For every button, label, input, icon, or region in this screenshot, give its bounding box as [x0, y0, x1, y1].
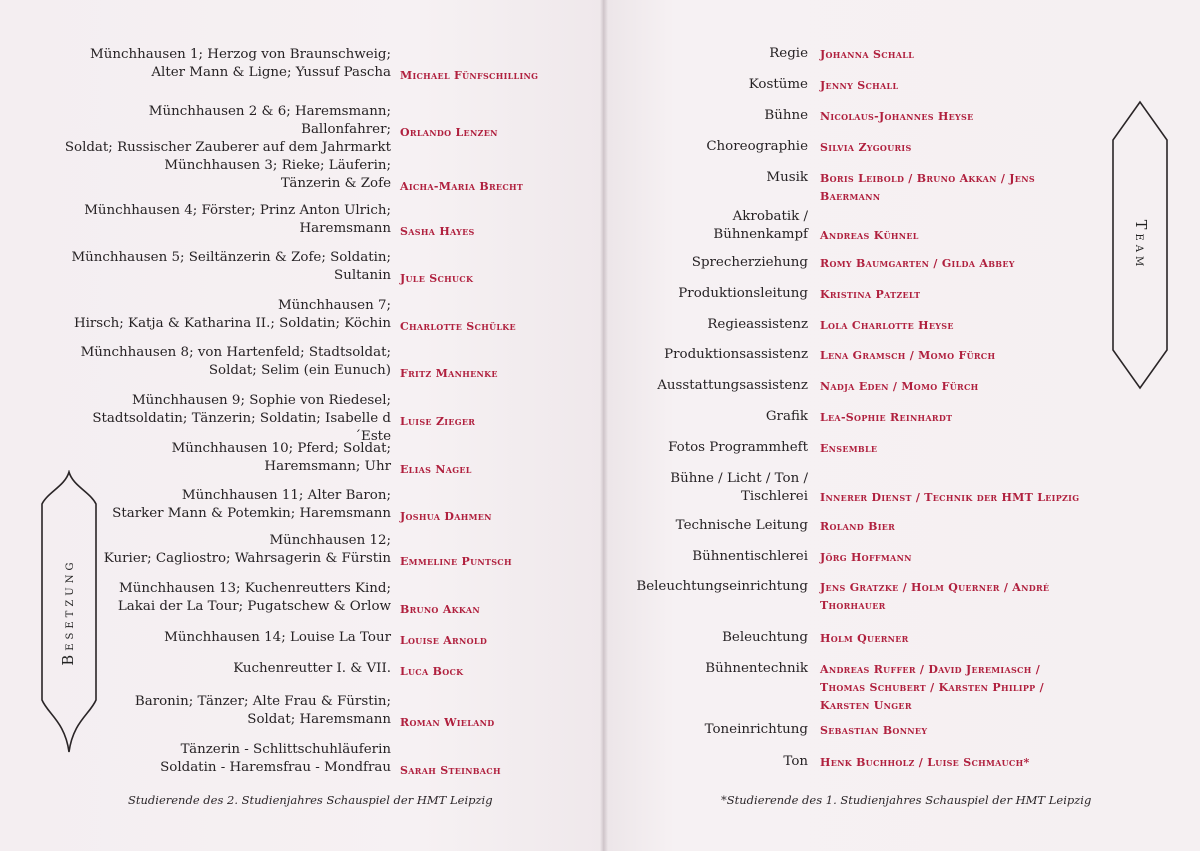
team-role-line: Fotos Programmheft — [668, 440, 808, 455]
team-name-line: Innerer Dienst / Technik der HMT Leipzig — [820, 491, 1080, 504]
cast-role-line: Kurier; Cagliostro; Wahrsagerin & Fürstin — [103, 551, 391, 566]
team-name-line: Sebastian Bonney — [820, 724, 928, 737]
cast-role-line: Münchhausen 7; — [277, 298, 391, 313]
cast-role-line: Stadtsoldatin; Tänzerin; Soldatin; Isabelle d´Este — [92, 411, 391, 444]
team-name-line: Boris Leibold / Bruno Akkan / Jens — [820, 172, 1035, 185]
team-role — [598, 208, 808, 244]
team-role-line: Kostüme — [748, 77, 808, 92]
team-role — [598, 285, 808, 303]
team-role-line: Bühnenkampf — [713, 227, 808, 242]
cast-role — [61, 103, 391, 157]
cast-role-line: Starker Mann & Potemkin; Haremsmann — [112, 506, 391, 521]
cast-name: Jule Schuck — [400, 272, 474, 285]
team-role — [598, 548, 808, 566]
team-role-line: Musik — [766, 170, 808, 185]
cast-role — [61, 157, 391, 193]
cast-role-line: Soldat; Haremsmann — [247, 712, 391, 727]
cast-role — [61, 440, 391, 476]
team-footnote: *Studierende des 1. Studienjahres Schauspiel der HMT Leipzig — [721, 793, 1092, 807]
team-name — [820, 170, 1080, 206]
team-role-line: Bühnentechnik — [705, 661, 808, 676]
cast-role-line: Münchhausen 2 & 6; Haremsmann; Ballonfahrer; — [148, 104, 391, 137]
team-name-line: Silvia Zygouris — [820, 141, 912, 154]
team-role — [598, 254, 808, 272]
team-name-line: Lola Charlotte Heyse — [820, 319, 954, 332]
team-role-line: Produktionsassistenz — [664, 347, 808, 362]
cast-role-line: Münchhausen 9; Sophie von Riedesel; — [131, 393, 391, 408]
cast-role-line: Münchhausen 11; Alter Baron; — [181, 488, 391, 503]
cast-role-line: Münchhausen 8; von Hartenfeld; Stadtsoldat; — [80, 345, 391, 360]
besetzung-footnote: Studierende des 2. Studienjahres Schauspiel der HMT Leipzig — [128, 793, 493, 807]
team-name — [820, 754, 1080, 772]
cast-role — [61, 344, 391, 380]
team-name-line: Lea-Sophie Reinhardt — [820, 411, 953, 424]
team-name — [820, 227, 1080, 245]
cast-role-line: Lakai der La Tour; Pugatschew & Orlow — [117, 599, 391, 614]
team-name-line: Holm Querner — [820, 632, 909, 645]
cast-role-line: Kuchenreutter I. & VII. — [233, 661, 391, 676]
team-role — [598, 107, 808, 125]
team-role — [598, 470, 808, 506]
besetzung-heading: Besetzung — [61, 558, 77, 666]
team-role — [598, 578, 808, 596]
team-name — [820, 630, 1080, 648]
team-name-line: Roland Bier — [820, 520, 896, 533]
team-name-line: Andreas Ruffer / David Jeremiasch / — [820, 663, 1041, 676]
cast-role-line: Soldatin - Haremsfrau - Mondfrau — [160, 760, 391, 775]
team-role-line: Regieassistenz — [707, 317, 808, 332]
team-role-line: Beleuchtung — [722, 630, 808, 645]
cast-role-line: Tänzerin & Zofe — [280, 176, 391, 191]
team-name — [820, 46, 1080, 64]
cast-name: Michael Fünfschilling — [400, 69, 539, 82]
cast-name: Fritz Manhenke — [400, 367, 498, 380]
cast-role-line: Soldat; Russischer Zauberer auf dem Jahrmarkt — [64, 140, 391, 155]
cast-name: Luca Bock — [400, 665, 464, 678]
cast-role — [61, 580, 391, 616]
team-role — [598, 346, 808, 364]
cast-name: Sarah Steinbach — [400, 764, 501, 777]
team-name — [820, 579, 1080, 615]
team-name — [820, 549, 1080, 567]
page-team — [603, 0, 1200, 851]
team-role-line: Bühne — [764, 108, 808, 123]
cast-role — [61, 629, 391, 647]
cast-role — [61, 297, 391, 333]
team-name — [820, 489, 1080, 507]
team-role — [598, 721, 808, 739]
cast-role-line: Hirsch; Katja & Katharina II.; Soldatin; Köchin — [73, 316, 391, 331]
cast-role-line: Soldat; Selim (ein Eunuch) — [208, 363, 391, 378]
team-role — [598, 377, 808, 395]
team-name — [820, 108, 1080, 126]
team-role — [598, 76, 808, 94]
cast-role-line: Münchhausen 14; Louise La Tour — [164, 630, 391, 645]
team-name-line: Ensemble — [820, 442, 878, 455]
team-role-line: Technische Leitung — [675, 518, 808, 533]
team-name-line: Jenny Schall — [820, 79, 899, 92]
cast-role-line: Münchhausen 4; Förster; Prinz Anton Ulrich; — [84, 203, 391, 218]
cast-role-line: Münchhausen 13; Kuchenreutters Kind; — [119, 581, 391, 596]
team-role-line: Toneinrichtung — [704, 722, 808, 737]
team-role — [598, 45, 808, 63]
team-name-line: Nicolaus-Johannes Heyse — [820, 110, 974, 123]
cast-role-line: Münchhausen 12; — [269, 533, 391, 548]
cast-name: Luise Zieger — [400, 415, 476, 428]
team-name — [820, 347, 1080, 365]
team-name-line: Andreas Kühnel — [820, 229, 919, 242]
cast-name: Charlotte Schülke — [400, 320, 516, 333]
cast-name: Emmeline Puntsch — [400, 555, 512, 568]
team-role-line: Regie — [769, 46, 808, 61]
cast-role-line: Haremsmann; Uhr — [264, 459, 391, 474]
team-role — [598, 138, 808, 156]
team-role — [598, 660, 808, 678]
team-name-line: Kristina Patzelt — [820, 288, 921, 301]
cast-role — [61, 741, 391, 777]
cast-name: Roman Wieland — [400, 716, 495, 729]
cast-role-line: Sultanin — [334, 268, 391, 283]
team-name-line: Thorhauer — [820, 599, 886, 612]
cast-role — [61, 46, 391, 82]
cast-role — [61, 532, 391, 568]
cast-role-line: Haremsmann — [299, 221, 391, 236]
team-name-line: Johanna Schall — [820, 48, 915, 61]
team-name-line: Jörg Hoffmann — [820, 551, 912, 564]
cast-role — [61, 660, 391, 678]
team-role-line: Bühne / Licht / Ton / — [670, 471, 808, 486]
cast-role-line: Münchhausen 10; Pferd; Soldat; — [171, 441, 391, 456]
team-name-line: Nadja Eden / Momo Fürch — [820, 380, 979, 393]
team-role — [598, 517, 808, 535]
team-name — [820, 317, 1080, 335]
team-name — [820, 77, 1080, 95]
cast-role — [61, 392, 391, 446]
cast-role-line: Alter Mann & Ligne; Yussuf Pascha — [151, 65, 391, 80]
page-fold — [600, 0, 608, 851]
cast-role-line: Münchhausen 3; Rieke; Läuferin; — [164, 158, 391, 173]
team-name — [820, 409, 1080, 427]
cast-name: Orlando Lenzen — [400, 126, 498, 139]
team-role — [598, 169, 808, 187]
team-role-line: Sprecherziehung — [691, 255, 808, 270]
team-name-line: Baermann — [820, 190, 881, 203]
team-name-line: Thomas Schubert / Karsten Philipp / — [820, 681, 1044, 694]
team-name-line: Lena Gramsch / Momo Fürch — [820, 349, 996, 362]
cast-name: Joshua Dahmen — [400, 510, 492, 523]
team-name — [820, 518, 1080, 536]
team-role-line: Grafik — [765, 409, 808, 424]
cast-role-line: Baronin; Tänzer; Alte Frau & Fürstin; — [134, 694, 391, 709]
team-name — [820, 661, 1080, 715]
team-role-line: Produktionsleitung — [678, 286, 808, 301]
team-name — [820, 286, 1080, 304]
cast-role-line: Münchhausen 5; Seiltänzerin & Zofe; Soldatin; — [71, 250, 391, 265]
team-role-line: Bühnentischlerei — [692, 549, 808, 564]
cast-name: Louise Arnold — [400, 634, 488, 647]
cast-role — [61, 693, 391, 729]
cast-role — [61, 249, 391, 285]
team-name — [820, 255, 1080, 273]
team-name — [820, 139, 1080, 157]
cast-role-line: Tänzerin - Schlittschuhläuferin — [180, 742, 391, 757]
team-role — [598, 439, 808, 457]
cast-name: Sasha Hayes — [400, 225, 475, 238]
team-heading: Team — [1132, 219, 1148, 271]
team-role-line: Akrobatik / — [732, 209, 808, 224]
team-name-line: Jens Gratzke / Holm Querner / André — [820, 581, 1050, 594]
team-name — [820, 722, 1080, 740]
cast-name: Elias Nagel — [400, 463, 472, 476]
team-name — [820, 378, 1080, 396]
cast-name: Bruno Akkan — [400, 603, 480, 616]
team-name-line: Karsten Unger — [820, 699, 912, 712]
team-role — [598, 316, 808, 334]
team-role — [598, 753, 808, 771]
cast-role — [61, 202, 391, 238]
team-role-line: Ton — [783, 754, 808, 769]
team-name-line: Henk Buchholz / Luise Schmauch* — [820, 756, 1030, 769]
cast-role-line: Münchhausen 1; Herzog von Braunschweig; — [90, 47, 391, 62]
cast-role — [61, 487, 391, 523]
team-name — [820, 440, 1080, 458]
team-role-line: Beleuchtungseinrichtung — [636, 579, 808, 594]
team-name-line: Romy Baumgarten / Gilda Abbey — [820, 257, 1015, 270]
team-role-line: Tischlerei — [740, 489, 808, 504]
team-role — [598, 408, 808, 426]
cast-name: Aicha-Maria Brecht — [400, 180, 524, 193]
team-role-line: Choreographie — [706, 139, 808, 154]
team-role-line: Ausstattungsassistenz — [657, 378, 808, 393]
team-role — [598, 629, 808, 647]
